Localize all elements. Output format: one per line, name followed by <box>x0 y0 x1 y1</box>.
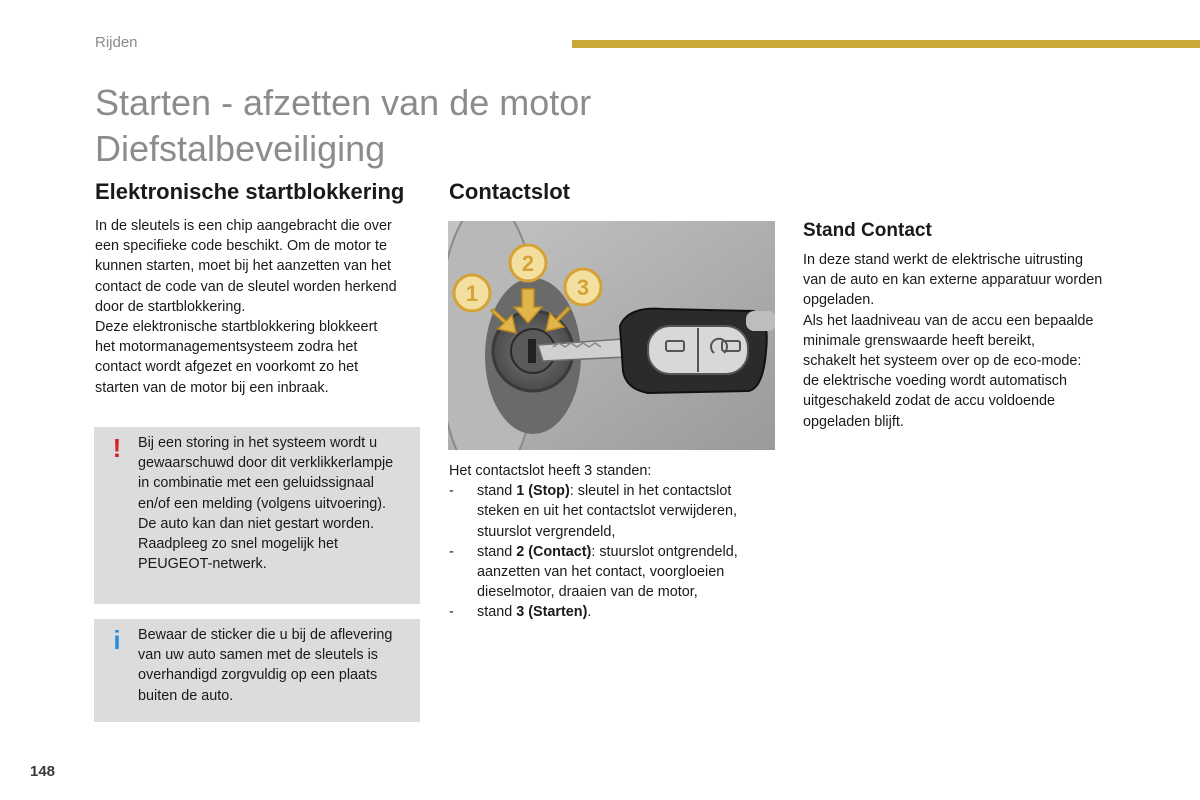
warning-text-line: Bij een storing in het systeem wordt u <box>138 435 378 451</box>
contact-position-paragraph-line: uitgeschakeld zodat de accu voldoende <box>803 393 1056 410</box>
immobiliser-paragraph-line: starten van de motor bij een inbraak. <box>95 379 329 396</box>
warning-text-line: gewaarschuwd door dit verklikkerlampje <box>138 455 394 472</box>
contact-position-paragraph-line: schakelt het systeem over op de eco-mode: <box>803 353 1082 370</box>
ignition-position-item: stuurslot vergrendeld, <box>477 523 616 540</box>
ignition-intro: Het contactslot heeft 3 standen: <box>449 463 652 479</box>
info-text-line: buiten de auto. <box>138 687 234 704</box>
list-bullet: - <box>449 483 454 500</box>
page-title-line-2: Diefstalbeveiliging <box>95 128 386 169</box>
position-name: 2 (Contact) <box>516 543 592 560</box>
ignition-position-item: dieselmotor, draaien van de motor, <box>477 584 698 601</box>
ignition-position-item: steken en uit het contactslot verwijderen, <box>477 503 737 520</box>
info-text <box>138 625 392 706</box>
immobiliser-paragraph-line: contact de code van de sleutel worden herkend <box>95 278 397 295</box>
contact-position-paragraph-line: Als het laadniveau van de accu een bepaalde <box>803 312 1094 329</box>
warning-text <box>138 433 393 574</box>
contact-position-paragraph-line: de elektrische voeding wordt automatisch <box>803 373 1067 390</box>
list-bullet: - <box>449 543 454 560</box>
page-number: 148 <box>30 763 56 780</box>
warning-icon: ! <box>112 433 122 463</box>
immobiliser-paragraph-line: een specifieke code beschikt. Om de motor te <box>95 238 387 255</box>
ignition-illustration <box>448 221 775 450</box>
warning-text-line: in combinatie met een geluidssignaal <box>138 475 374 492</box>
warning-text-line: De auto kan dan niet gestart worden. <box>138 515 374 532</box>
section-label: Rijden <box>95 34 138 51</box>
ignition-position-list <box>449 481 779 622</box>
contact-position-paragraph-line: van de auto en kan externe apparatuur worden <box>803 272 1103 289</box>
ignition-position-item: - stand 1 (Stop): sleutel in het contactslot <box>449 481 779 501</box>
warning-text-line: en/of een melding (volgens uitvoering). <box>138 495 386 512</box>
immobiliser-paragraph-line: kunnen starten, moet bij het aanzetten van het <box>95 258 392 275</box>
page-title <box>95 80 591 172</box>
info-text-line: Bewaar de sticker die u bij de aflevering <box>138 627 393 643</box>
immobiliser-paragraph <box>95 216 425 398</box>
contact-position-paragraph-line: minimale grenswaarde heeft bereikt, <box>803 332 1035 349</box>
info-text-line: overhandigd zorgvuldig op een plaats <box>138 667 378 684</box>
immobiliser-paragraph-line: Deze elektronische startblokkering blokkeert <box>95 319 378 336</box>
immobiliser-heading: Elektronische startblokkering <box>95 179 405 204</box>
immobiliser-paragraph-line: contact wordt afgezet en voorkomt zo het <box>95 359 359 376</box>
contact-position-paragraph-line: opgeladen blijft. <box>803 413 904 430</box>
immobiliser-paragraph-line: In de sleutels is een chip aangebracht die over <box>95 218 392 234</box>
warning-notice <box>94 427 420 604</box>
key-position-2-marker <box>510 245 546 281</box>
key-position-1-label: 1 <box>465 281 479 306</box>
header-accent-bar <box>572 40 1200 48</box>
warning-text-line: PEUGEOT-netwerk. <box>138 556 267 573</box>
contact-position-paragraph <box>803 250 1133 432</box>
info-text-line: van uw auto samen met de sleutels is <box>138 647 378 664</box>
immobiliser-paragraph-line: het motormanagementsysteem zodra het <box>95 339 358 356</box>
page-title-line-1: Starten - afzetten van de motor <box>95 82 592 123</box>
ignition-positions <box>449 461 779 623</box>
key-position-3-marker <box>565 269 601 305</box>
warning-text-line: Raadpleeg zo snel mogelijk het <box>138 536 338 553</box>
key-position-1-marker <box>454 275 490 311</box>
ignition-position-item: - stand 3 (Starten). <box>449 602 779 622</box>
contact-position-heading: Stand Contact <box>803 220 932 241</box>
contact-position-paragraph-line: opgeladen. <box>803 292 875 309</box>
ignition-position-item: - stand 2 (Contact): stuurslot ontgrendeld, <box>449 542 779 562</box>
info-notice <box>94 619 420 722</box>
contact-position-paragraph-line: In deze stand werkt de elektrische uitrusting <box>803 252 1083 268</box>
position-name: 3 (Starten) <box>516 604 588 621</box>
ignition-heading: Contactslot <box>449 179 570 204</box>
ignition-position-item: aanzetten van het contact, voorgloeien <box>477 564 725 581</box>
position-name: 1 (Stop) <box>516 483 570 500</box>
list-bullet: - <box>449 604 454 621</box>
key-position-3-label: 3 <box>576 275 590 300</box>
immobiliser-paragraph-line: door de startblokkering. <box>95 298 246 315</box>
ignition-key-photo <box>448 221 775 450</box>
info-icon: i <box>113 625 121 655</box>
key-position-2-label: 2 <box>521 251 535 276</box>
